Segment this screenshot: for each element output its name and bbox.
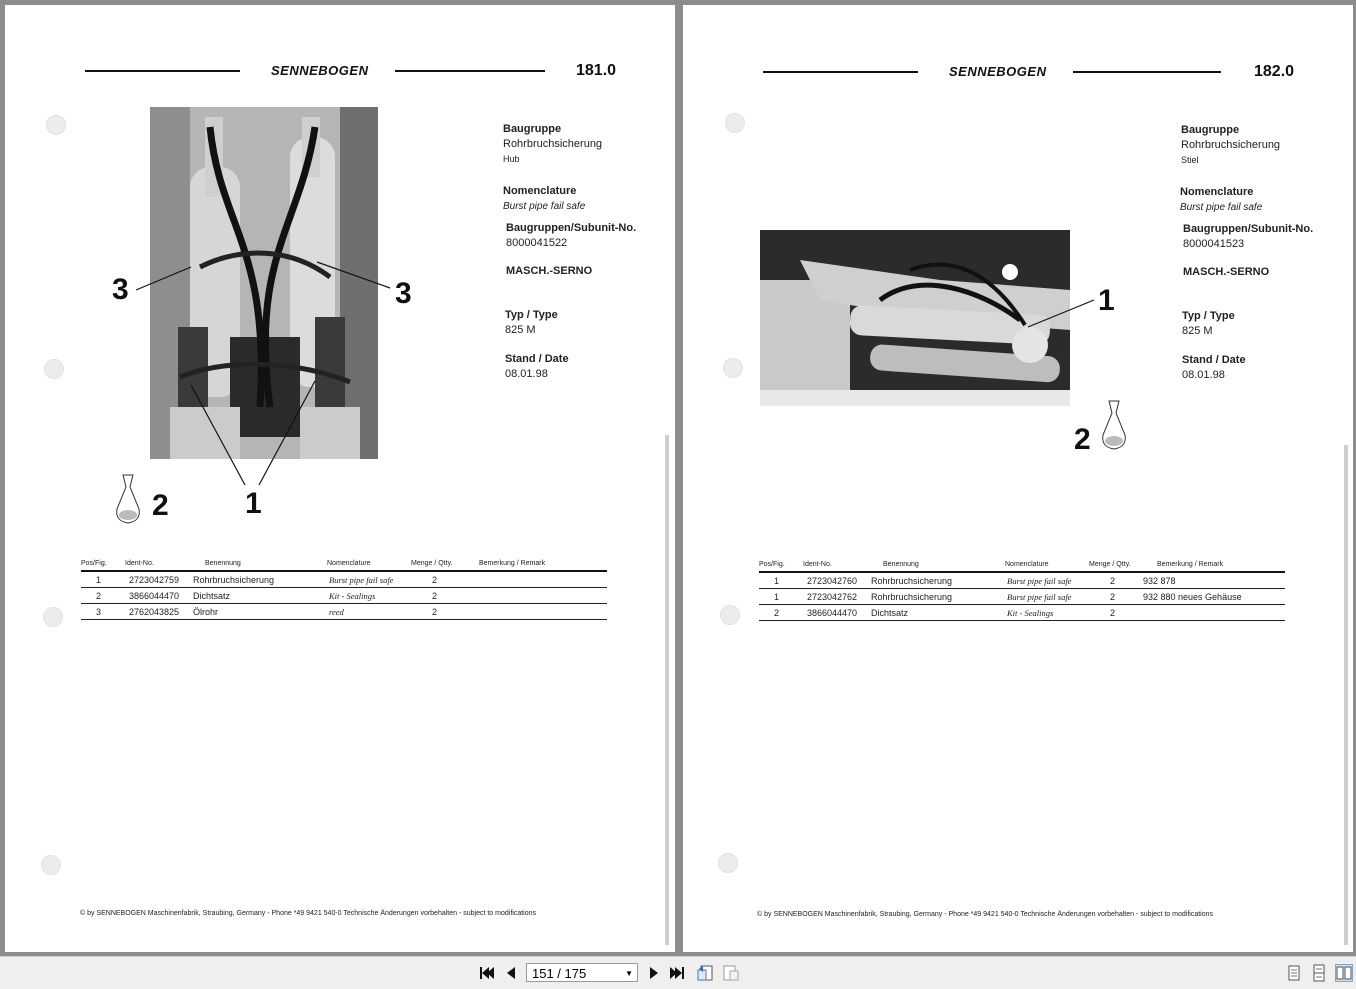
page-edge-shadow	[665, 435, 669, 945]
subunit-value: 8000041523	[1183, 238, 1245, 250]
cell-nomenclature: Burst pipe fail safe	[1007, 592, 1072, 602]
callout-3-right: 3	[395, 277, 412, 310]
cell-qty: 2	[432, 591, 438, 601]
punch-hole	[41, 855, 61, 875]
date-block	[1182, 353, 1246, 383]
punch-hole	[720, 605, 740, 625]
table-row	[759, 589, 1285, 605]
baugruppe-value: Rohrbruchsicherung	[1181, 139, 1281, 151]
page-number-select[interactable]	[526, 963, 638, 982]
baugruppe-block	[503, 122, 602, 167]
cell-nomenclature: Burst pipe fail safe	[329, 575, 394, 585]
table-row	[81, 572, 607, 588]
baugruppe-label: Baugruppe	[1181, 124, 1240, 136]
punch-hole	[718, 853, 738, 873]
parts-table	[759, 559, 1285, 621]
callout-3-left: 3	[112, 273, 129, 306]
table-row	[759, 605, 1285, 621]
baugruppe-label: Baugruppe	[503, 123, 562, 135]
subunit-block	[1183, 222, 1313, 252]
nomenclature-block	[1180, 185, 1262, 215]
cell-benennung: Rohrbruchsicherung	[193, 575, 275, 585]
date-value: 08.01.98	[1182, 369, 1225, 381]
cell-benennung: Rohrbruchsicherung	[871, 592, 953, 602]
date-value: 08.01.98	[505, 368, 548, 380]
forward-view-icon[interactable]	[722, 964, 740, 982]
subunit-block	[506, 221, 636, 251]
cell-qty: 2	[1110, 608, 1116, 618]
document-page-181	[5, 5, 675, 952]
table-row	[759, 573, 1285, 589]
prev-page-icon[interactable]	[502, 964, 520, 982]
baugruppe-block	[1181, 123, 1280, 168]
cell-benennung: Dichtsatz	[871, 608, 909, 618]
cell-qty: 2	[432, 575, 438, 585]
col-benennung: Benennung	[883, 561, 919, 568]
page-edge-shadow	[1344, 445, 1348, 945]
cell-nomenclature: Burst pipe fail safe	[1007, 576, 1072, 586]
page-footer: © by SENNEBOGEN Maschinenfabrik, Straubing, Germany - Phone *49 9421 540-0 Technische Änderungen vorbehalten - subject to modifications	[80, 910, 537, 917]
date-label: Stand / Date	[505, 353, 569, 365]
cell-ident: 2723042760	[807, 576, 858, 586]
cell-benennung: Rohrbruchsicherung	[871, 576, 953, 586]
callout-2: 2	[152, 489, 169, 522]
seal-kit-bag-icon	[1099, 397, 1129, 453]
cell-nomenclature: Kit - Sealings	[329, 591, 376, 601]
subunit-label: Baugruppen/Subunit-No.	[1183, 223, 1314, 235]
cell-benennung: Ölrohr	[193, 607, 219, 617]
baugruppe-value: Rohrbruchsicherung	[503, 138, 603, 150]
sennebogen-logo: SENNEBOGEN	[949, 64, 1047, 79]
nomenclature-label: Nomenclature	[1180, 186, 1254, 198]
continuous-page-icon[interactable]	[1310, 964, 1328, 982]
nomenclature-label: Nomenclature	[503, 185, 577, 197]
col-benennung: Benennung	[205, 560, 241, 567]
baugruppe-sub: Stiel	[1181, 155, 1199, 165]
cell-pos: 3	[96, 607, 102, 617]
table-row	[81, 604, 607, 620]
seal-kit-bag-icon	[113, 471, 143, 527]
cell-pos: 1	[774, 592, 780, 602]
first-page-icon[interactable]	[477, 964, 495, 982]
parts-table	[81, 558, 607, 620]
cell-nomenclature: reed	[329, 607, 344, 617]
date-block	[505, 352, 569, 382]
cell-ident: 3866044470	[129, 591, 180, 601]
col-qty: Menge / Qtty.	[411, 560, 453, 567]
col-nomenclature: Nomenclature	[1005, 561, 1049, 568]
table-row	[81, 588, 607, 604]
nomenclature-value: Burst pipe fail safe	[503, 201, 586, 212]
document-page-182	[683, 5, 1353, 952]
cell-qty: 2	[1110, 592, 1116, 602]
type-label: Typ / Type	[505, 309, 558, 321]
page-indicator: 151 / 175	[532, 966, 587, 981]
type-value: 825 M	[505, 324, 536, 336]
cell-remark: 932 880 neues Gehäuse	[1143, 592, 1242, 602]
date-label: Stand / Date	[1182, 354, 1246, 366]
sennebogen-logo: SENNEBOGEN	[271, 63, 369, 78]
callout-1: 1	[1098, 284, 1115, 317]
type-label: Typ / Type	[1182, 310, 1235, 322]
baugruppe-sub: Hub	[503, 154, 520, 164]
cell-qty: 2	[432, 607, 438, 617]
chevron-down-icon: ▼	[625, 969, 633, 978]
cell-qty: 2	[1110, 576, 1116, 586]
type-block	[505, 308, 558, 338]
type-block	[1182, 309, 1235, 339]
nomenclature-value: Burst pipe fail safe	[1180, 202, 1263, 213]
col-nomenclature: Nomenclature	[327, 560, 371, 567]
masch-serno-label: MASCH.-SERNO	[506, 265, 593, 277]
page-number: 181.0	[576, 62, 617, 79]
cell-remark: 932 878	[1143, 576, 1176, 586]
masch-serno-block	[506, 264, 592, 279]
table-header	[759, 559, 1285, 573]
single-page-icon[interactable]	[1285, 964, 1303, 982]
back-view-icon[interactable]	[696, 964, 714, 982]
cell-ident: 2723042762	[807, 592, 858, 602]
callout-1: 1	[245, 487, 262, 520]
cell-ident: 2762043825	[129, 607, 180, 617]
punch-hole	[43, 607, 63, 627]
cell-ident: 3866044470	[807, 608, 858, 618]
type-value: 825 M	[1182, 325, 1213, 337]
col-ident: Ident-No.	[803, 561, 832, 568]
page-footer: © by SENNEBOGEN Maschinenfabrik, Straubing, Germany - Phone *49 9421 540-0 Technische Änderungen vorbehalten - subject to modifications	[757, 911, 1214, 918]
cell-ident: 2723042759	[129, 575, 180, 585]
col-remark: Bemerkung / Remark	[479, 560, 546, 567]
cell-pos: 2	[774, 608, 780, 618]
subunit-value: 8000041522	[506, 237, 568, 249]
col-qty: Menge / Qtty.	[1089, 561, 1131, 568]
cell-pos: 2	[96, 591, 102, 601]
last-page-icon[interactable]	[669, 964, 687, 982]
facing-pages-icon[interactable]	[1335, 964, 1353, 982]
viewer-toolbar	[0, 956, 1356, 989]
masch-serno-label: MASCH.-SERNO	[1183, 266, 1270, 278]
callout-2: 2	[1074, 423, 1091, 456]
col-pos: Pos/Fig.	[81, 560, 107, 567]
table-header	[81, 558, 607, 572]
page-number: 182.0	[1254, 63, 1295, 80]
next-page-icon[interactable]	[645, 964, 663, 982]
cell-pos: 1	[96, 575, 102, 585]
cell-nomenclature: Kit - Sealings	[1007, 608, 1054, 618]
col-pos: Pos/Fig.	[759, 561, 785, 568]
col-ident: Ident-No.	[125, 560, 154, 567]
nomenclature-block	[503, 184, 585, 214]
col-remark: Bemerkung / Remark	[1157, 561, 1224, 568]
cell-pos: 1	[774, 576, 780, 586]
cell-benennung: Dichtsatz	[193, 591, 231, 601]
masch-serno-block	[1183, 265, 1269, 280]
subunit-label: Baugruppen/Subunit-No.	[506, 222, 637, 234]
